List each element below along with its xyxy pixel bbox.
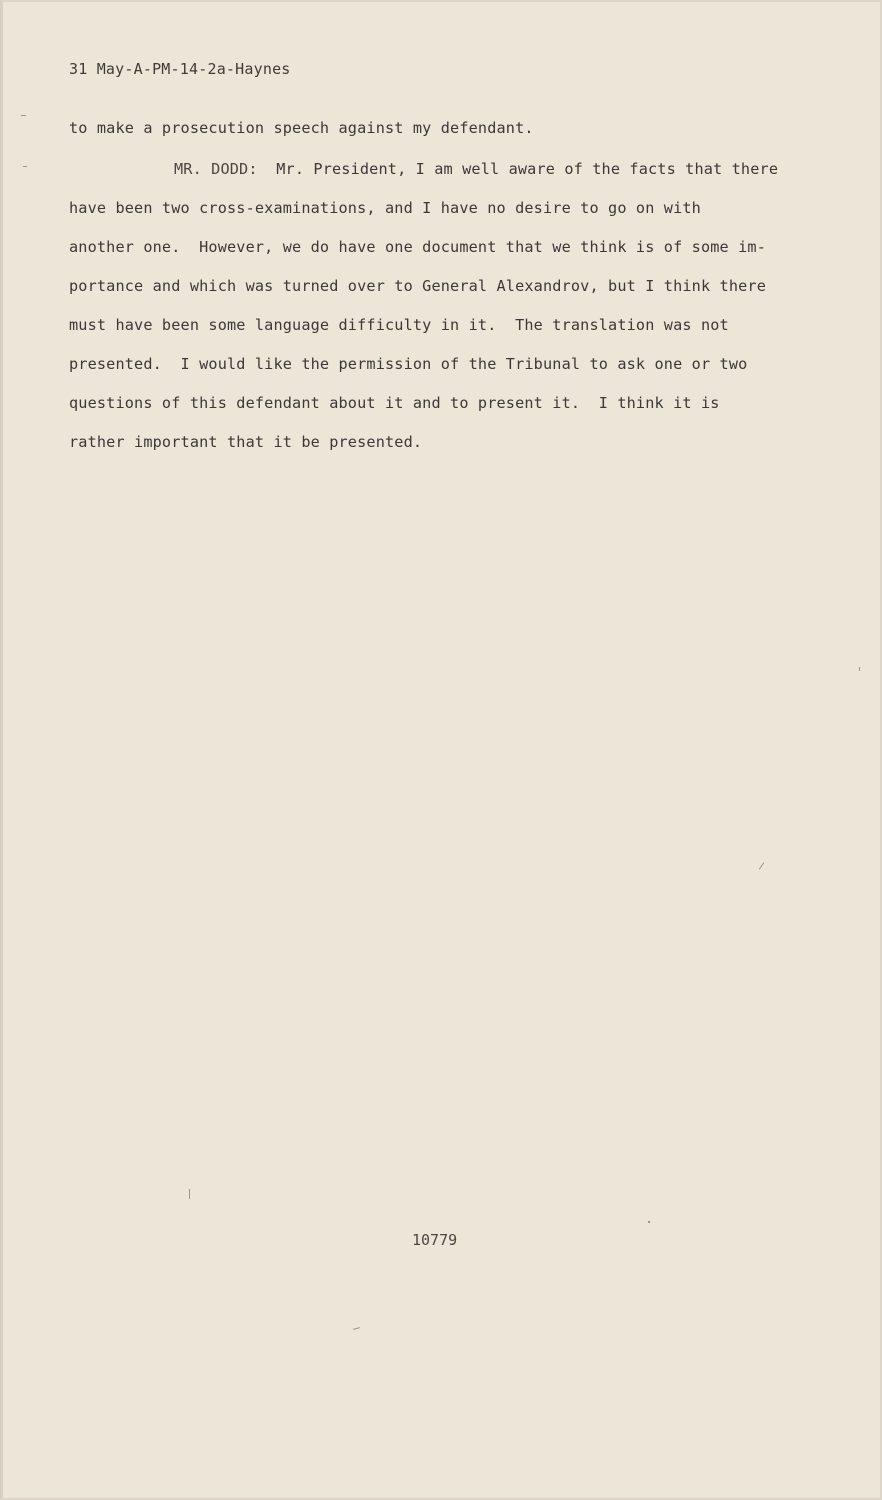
speaker-label: MR. DODD:: [174, 160, 258, 178]
text-line: presented. I would like the permission of the Tribunal to ask one or two: [69, 355, 748, 373]
page-header: 31 May-A-PM-14-2a-Haynes: [69, 60, 291, 78]
text-line: portance and which was turned over to General Alexandrov, but I think there: [69, 277, 767, 295]
speaker-text: Mr. President, I am well aware of the facts that there: [276, 160, 779, 178]
text-line: another one. However, we do have one document that we think is of some im-: [69, 238, 767, 256]
paper-speck: [859, 667, 860, 671]
text-line: must have been some language difficulty in it. The translation was not: [69, 316, 729, 334]
text-line: have been two cross-examinations, and I have no desire to go on with: [69, 199, 701, 217]
page-number: 10779: [412, 1231, 458, 1249]
text-line: to make a prosecution speech against my defendant.: [69, 119, 534, 137]
paper-speck: [189, 1189, 190, 1199]
text-line: questions of this defendant about it and to present it. I think it is: [69, 394, 720, 412]
paper-speck: [21, 115, 26, 116]
paper-speck: [648, 1221, 650, 1223]
speaker-paragraph-first-line: [174, 160, 778, 178]
paper-speck: [759, 862, 764, 869]
paper-speck: [23, 166, 27, 167]
paper-speck: [353, 1327, 360, 1330]
text-line: rather important that it be presented.: [69, 433, 423, 451]
